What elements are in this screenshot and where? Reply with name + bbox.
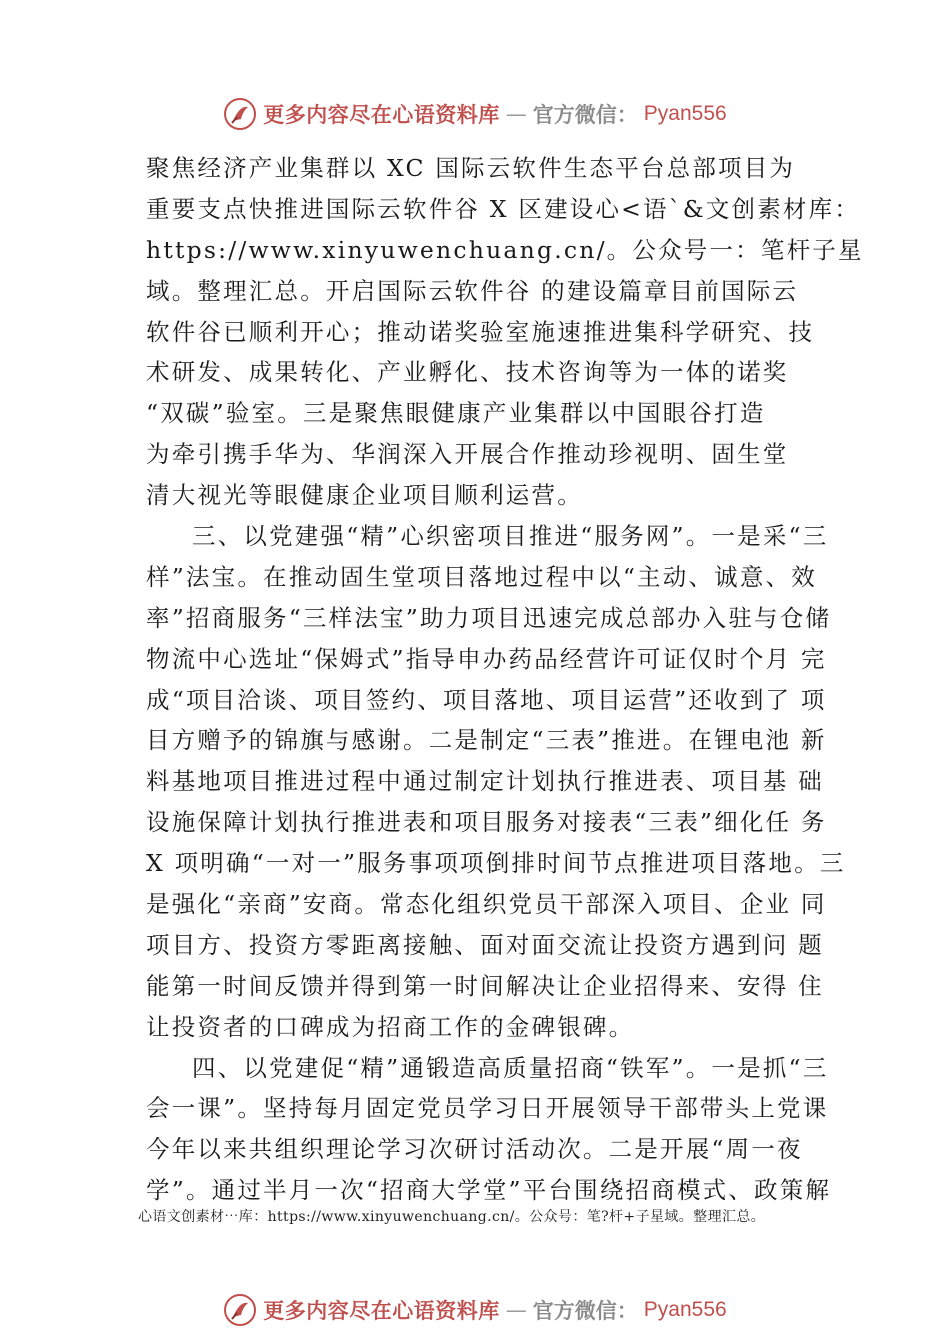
body-line: 样”法宝。在推动固生堂项目落地过程中以“主动、诚意、效 (146, 562, 817, 591)
body-line: 成“项目洽谈、项目签约、项目落地、项目运营”还收到了 项 (146, 685, 827, 714)
body-line: 重要支点快推进国际云软件谷 X 区建设心<语`&文创素材库： (146, 194, 861, 223)
body-line: 今年以来共组织理论学习次研讨活动次。二是开展“周一夜 (146, 1135, 803, 1164)
body-line: 软件谷已顺利开心；推动诺奖验室施速推进集科学研究、技 (146, 317, 815, 346)
banner-dash: — (505, 102, 527, 126)
body-line: X 项明确“一对一”服务事项项倒排时间节点推进项目落地。三 (146, 849, 846, 878)
body-line: https://www.xinyuwenchuang.cn/。公众号一：笔杆子星 (146, 235, 864, 264)
body-line: 目方赠予的锦旗与感谢。二是制定“三表”推进。在锂电池 新 (146, 726, 827, 755)
body-line: 让投资者的口碑成为招商工作的金碑银碑。 (146, 1012, 635, 1041)
section-heading-line: 四、以党建促“精”通锻造高质量招商“铁军”。一是抓“三 (192, 1053, 829, 1082)
bottom-watermark-banner (0, 1290, 950, 1330)
body-line: “双碳”验室。三是聚焦眼健康产业集群以中国眼谷打造 (146, 399, 766, 428)
pen-flower-logo-icon (223, 97, 257, 131)
body-line: 率”招商服务“三样法宝”助力项目迅速完成总部办入驻与仓储 (146, 603, 832, 632)
banner-dash: — (505, 1298, 527, 1322)
body-line: 域。整理汇总。开启国际云软件谷 的建设篇章目前国际云 (146, 276, 799, 305)
body-line: 是强化“亲商”安商。常态化组织党员干部深入项目、企业 同 (146, 890, 827, 919)
body-line: 项目方、投资方零距离接触、面对面交流让投资方遇到问 题 (146, 930, 824, 959)
footer-source-note: 心语文创素材⋯库：https://www.xinyuwenchuang.cn/。公众号：笔?杆+子星域。整理汇总。 (138, 1209, 766, 1225)
banner-main-text: 更多内容尽在心语资料库 (263, 1298, 500, 1323)
body-line: 能第一时间反馈并得到第一时间解决让企业招得来、安得 住 (146, 971, 824, 1000)
body-line: 会一课”。坚持每月固定党员学习日开展领导干部带头上党课 (146, 1094, 829, 1123)
banner-main-text: 更多内容尽在心语资料库 (263, 102, 500, 127)
top-watermark-banner (0, 94, 950, 134)
body-line: 聚焦经济产业集群以 XC 国际云软件生态平台总部项目为 (146, 154, 796, 182)
body-line: 设施保障计划执行推进表和项目服务对接表“三表”细化任 务 (146, 808, 827, 837)
body-line: 物流中心选址“保姆式”指导申办药品经营许可证仅时个月 完 (146, 644, 827, 673)
document-body (146, 148, 864, 1211)
body-line: 学”。通过半月一次“招商大学堂”平台围绕招商模式、政策解 (146, 1176, 832, 1205)
body-line: 术研发、成果转化、产业孵化、技术咨询等为一体的诺奖 (146, 358, 789, 387)
pen-flower-logo-icon (223, 1293, 257, 1327)
section-heading-line: 三、以党建强“精”心织密项目推进“服务网”。一是采“三 (192, 522, 829, 551)
banner-wechat-id: Pyan556 (643, 1298, 727, 1321)
body-line: 为牵引携手华为、华润深入开展合作推动珍视明、固生堂 (146, 440, 789, 469)
banner-wechat-label: 官方微信： (532, 1298, 638, 1323)
body-line: 料基地项目推进过程中通过制定计划执行推进表、项目基 础 (146, 767, 824, 796)
banner-wechat-label: 官方微信： (532, 102, 638, 127)
banner-wechat-id: Pyan556 (643, 102, 727, 125)
body-line: 清大视光等眼健康企业项目顺利运营。 (146, 481, 583, 510)
